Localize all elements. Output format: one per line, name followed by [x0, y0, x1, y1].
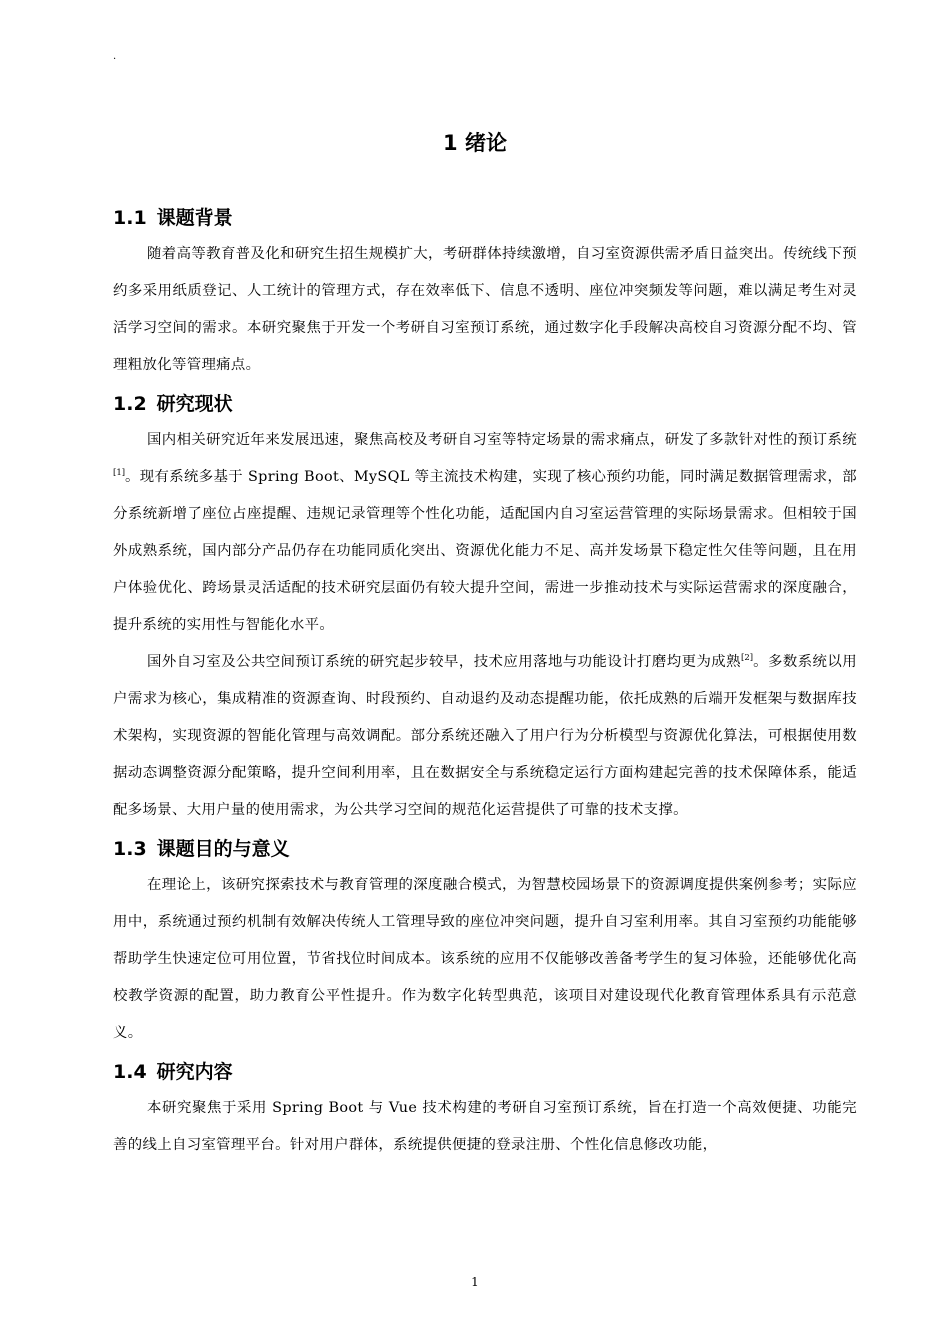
citation-marker: [2] — [741, 653, 754, 663]
document-body — [113, 200, 857, 1164]
section-number: 1.1 — [113, 207, 147, 229]
paragraph — [113, 422, 857, 644]
paragraph-text: 国外自习室及公共空间预订系统的研究起步较早，技术应用落地与功能设计打磨均更为成熟 — [147, 654, 741, 670]
header-corner-mark: . — [113, 51, 117, 62]
paragraph-text: 。现有系统多基于 Spring Boot、MySQL 等主流技术构建，实现了核心预约功能，同时满足数据管理需求，部分系统新增了座位占座提醒、违规记录管理等个性化功能，适配国内自习室运营管理的实际场景需求。但相较于国外成熟系统，国内部分产品仍存在功能同质化突出、资源优化能力不足、高并发场景下稳定性欠佳等问题，且在用户体验优化、跨场景灵活适配的技术研究层面仍有较大提升空间，需进一步推动技术与实际运营需求的深度融合，提升系统的实用性与智能化水平。 — [113, 469, 857, 633]
section-number: 1.3 — [113, 838, 147, 860]
section-heading — [113, 1054, 857, 1090]
section-number: 1.4 — [113, 1061, 147, 1083]
section-purpose-significance — [113, 831, 857, 1052]
section-title: 研究内容 — [156, 1061, 233, 1083]
paragraph — [113, 644, 857, 829]
section-research-content — [113, 1054, 857, 1164]
page-number: 1 — [471, 1275, 479, 1289]
paragraph: 在理论上，该研究探索技术与教育管理的深度融合模式，为智慧校园场景下的资源调度提供案例参考；实际应用中，系统通过预约机制有效解决传统人工管理导致的座位冲突问题，提升自习室利用率。其自习室预约功能能够帮助学生快速定位可用位置，节省找位时间成本。该系统的应用不仅能够改善备考学生的复习体验，还能够优化高校教学资源的配置，助力教育公平性提升。作为数字化转型典范，该项目对建设现代化教育管理体系具有示范意义。 — [113, 877, 857, 1041]
section-title: 研究现状 — [156, 393, 233, 415]
chapter-title: 1 绪论 — [443, 131, 507, 155]
section-number: 1.2 — [113, 393, 147, 415]
paragraph: 随着高等教育普及化和研究生招生规模扩大，考研群体持续激增，自习室资源供需矛盾日益突出。传统线下预约多采用纸质登记、人工统计的管理方式，存在效率低下、信息不透明、座位冲突频发等问题，难以满足考生对灵活学习空间的需求。本研究聚焦于开发一个考研自习室预订系统，通过数字化手段解决高校自习资源分配不均、管理粗放化等管理痛点。 — [113, 246, 857, 373]
paragraph: 本研究聚焦于采用 Spring Boot 与 Vue 技术构建的考研自习室预订系统，旨在打造一个高效便捷、功能完善的线上自习室管理平台。针对用户群体，系统提供便捷的登录注册、个性化信息修改功能， — [113, 1100, 857, 1153]
section-research-status — [113, 386, 857, 829]
section-title: 课题目的与意义 — [156, 838, 290, 860]
section-heading — [113, 386, 857, 422]
paragraph-text: 。多数系统以用户需求为核心，集成精准的资源查询、时段预约、自动退约及动态提醒功能，依托成熟的后端开发框架与数据库技术架构，实现资源的智能化管理与高效调配。部分系统还融入了用户行为分析模型与资源优化算法，可根据使用数据动态调整资源分配策略，提升空间利用率，且在数据安全与系统稳定运行方面构建起完善的技术保障体系，能适配多场景、大用户量的使用需求，为公共学习空间的规范化运营提供了可靠的技术支撑。 — [113, 654, 857, 818]
section-heading — [113, 200, 857, 236]
section-title: 课题背景 — [156, 207, 233, 229]
section-background — [113, 200, 857, 384]
section-heading — [113, 831, 857, 867]
citation-marker: [1] — [113, 468, 126, 478]
paragraph-text: 国内相关研究近年来发展迅速，聚焦高校及考研自习室等特定场景的需求痛点，研发了多款针对性的预订系统 — [147, 432, 857, 448]
